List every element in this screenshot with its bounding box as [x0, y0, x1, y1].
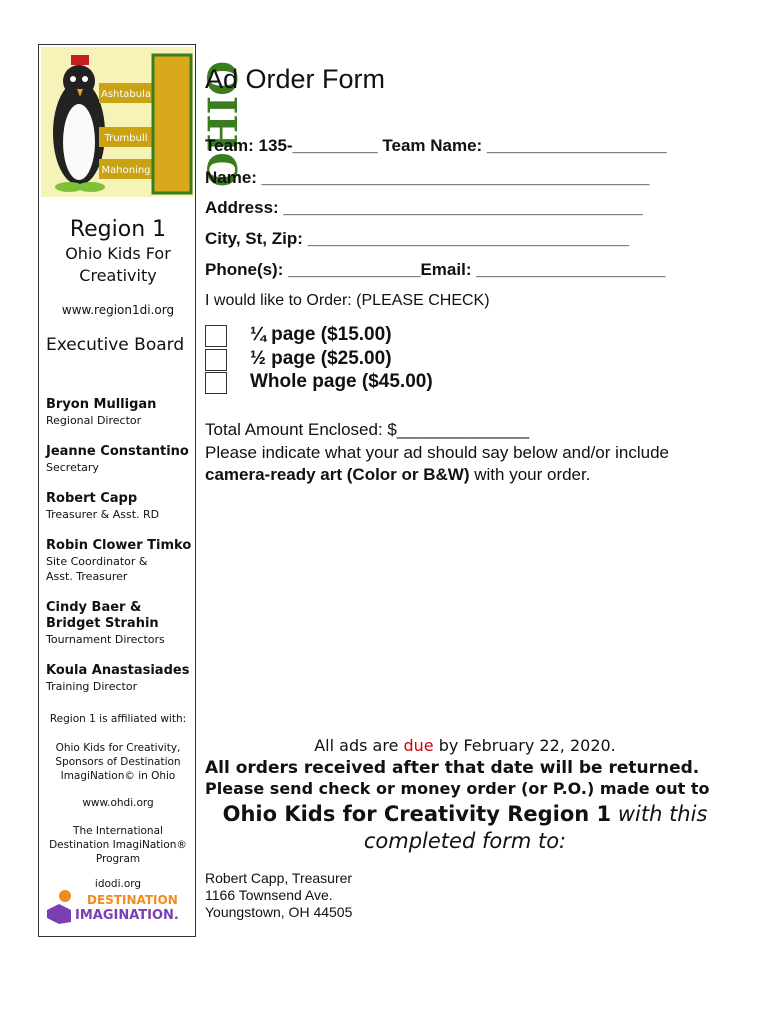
board-member — [46, 663, 196, 694]
order-prompt: I would like to Order: (PLEASE CHECK) — [205, 292, 490, 309]
intl-line-3: Program — [95, 853, 141, 865]
intl-line-2: Destination ImagiNation® — [49, 839, 187, 851]
sidebar — [38, 44, 247, 937]
phone-email-field[interactable]: Phone(s): ______________Email: ____________________ — [205, 260, 666, 279]
payee-name: Ohio Kids for Creativity Region 1 — [222, 802, 612, 826]
member-role: Training Director — [46, 680, 138, 693]
intl-line-1: The International — [73, 825, 163, 837]
member-name: Robin Clower Timko — [46, 538, 192, 553]
member-name: Koula Anastasiades — [46, 663, 190, 678]
okfc-line-1: Ohio Kids for Creativity, — [55, 742, 181, 754]
member-name-2: Bridget Strahin — [46, 616, 159, 631]
due-word: due — [403, 736, 434, 755]
instructions-bold: camera-ready art (Color or B&W) — [205, 465, 470, 484]
svg-text:OHIO: OHIO — [200, 60, 247, 188]
address-field[interactable]: Address: ______________________________________ — [205, 198, 643, 217]
international-affiliate — [39, 824, 197, 866]
svg-text:DESTINATION: DESTINATION — [87, 893, 178, 907]
board-member — [46, 538, 196, 584]
affiliated-heading: Region 1 is affiliated with: — [49, 713, 187, 725]
ohdi-link[interactable]: www.ohdi.org — [82, 797, 154, 809]
address-line-1: Robert Capp, Treasurer — [205, 870, 353, 886]
due-notice — [205, 736, 725, 755]
instructions — [205, 442, 725, 486]
payee — [205, 801, 725, 855]
total-amount-field[interactable]: Total Amount Enclosed: $______________ — [205, 420, 530, 439]
region-title: Region 1 — [69, 217, 167, 242]
svg-text:IMAGINATION.: IMAGINATION. — [75, 908, 179, 923]
quarter-page-checkbox[interactable] — [205, 325, 227, 347]
member-name: Cindy Baer & — [46, 600, 142, 615]
form-title: Ad Order Form — [205, 64, 386, 94]
whole-page-checkbox[interactable] — [205, 372, 227, 394]
payee-italic-2: completed form to: — [363, 829, 567, 853]
board-member — [46, 397, 196, 428]
idodi-link[interactable]: idodi.org — [94, 878, 142, 890]
svg-text:Trumbull: Trumbull — [104, 133, 148, 144]
team-field[interactable]: Team: 135-_________ Team Name: ___________________ — [205, 136, 667, 155]
okfc-affiliate — [39, 741, 197, 783]
board-member — [46, 600, 196, 647]
member-name: Robert Capp — [46, 491, 138, 506]
member-name: Bryon Mulligan — [46, 397, 157, 412]
name-field[interactable]: Name: _________________________________________ — [205, 168, 650, 187]
instructions-line-2: with your order. — [469, 465, 591, 484]
region-website: www.region1di.org — [61, 303, 175, 317]
org-name-line-2: Creativity — [79, 266, 157, 285]
ohio-region-logo — [41, 47, 247, 197]
member-role: Treasurer & Asst. RD — [46, 508, 160, 521]
okfc-line-2: Sponsors of Destination — [55, 756, 181, 768]
svg-text:Mahoning: Mahoning — [101, 165, 151, 176]
option-label: ¼ page ($15.00) — [250, 324, 392, 345]
board-list — [46, 397, 196, 710]
okfc-line-3: ImagiNation© in Ohio — [60, 770, 176, 782]
half-page-checkbox[interactable] — [205, 349, 227, 371]
org-name-line-1: Ohio Kids For — [65, 244, 171, 263]
due-post: by February 22, 2020. — [433, 736, 616, 755]
svg-text:Ashtabula: Ashtabula — [100, 89, 152, 100]
org-name — [39, 243, 197, 287]
board-member — [46, 444, 196, 475]
member-role: Secretary — [46, 461, 99, 474]
member-role: Regional Director — [46, 414, 142, 427]
member-role: Tournament Directors — [46, 633, 165, 646]
option-label: Whole page ($45.00) — [250, 371, 433, 392]
city-state-zip-field[interactable]: City, St, Zip: __________________________________ — [205, 229, 630, 248]
mailing-address — [205, 870, 352, 921]
member-role-2: Asst. Treasurer — [46, 570, 128, 583]
destination-imagination-logo — [45, 890, 195, 924]
board-member — [46, 491, 196, 522]
member-name: Jeanne Constantino — [46, 444, 189, 459]
due-pre: All ads are — [314, 736, 404, 755]
address-line-3: Youngstown, OH 44505 — [205, 904, 353, 920]
address-line-2: 1166 Townsend Ave. — [205, 887, 333, 903]
member-role: Site Coordinator & — [46, 555, 148, 568]
instructions-line-1: Please indicate what your ad should say below and/or include — [205, 443, 670, 462]
send-instructions: Please send check or money order (or P.O.) made out to — [205, 779, 710, 798]
returned-notice: All orders received after that date will be returned. — [205, 758, 700, 778]
payee-italic-1: with this — [611, 802, 708, 826]
option-label: ½ page ($25.00) — [250, 348, 392, 369]
board-title: Executive Board — [46, 335, 185, 355]
